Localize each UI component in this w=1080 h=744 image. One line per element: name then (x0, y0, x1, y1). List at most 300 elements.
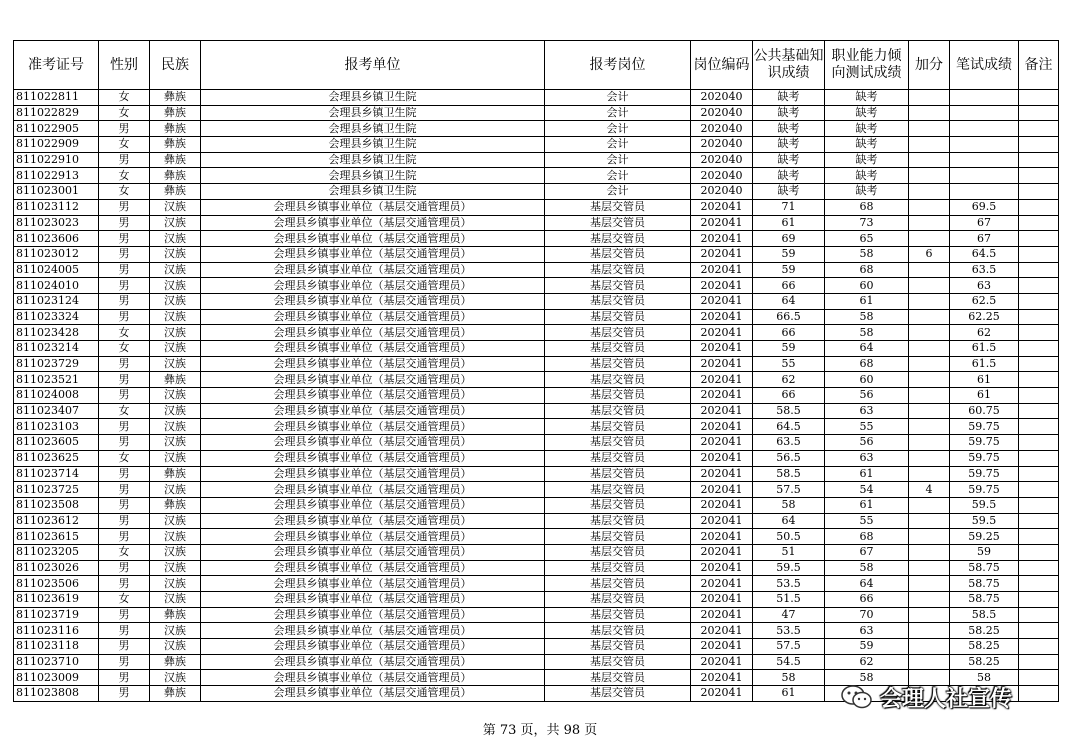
table-cell: 202041 (691, 607, 753, 623)
score-table (13, 40, 1059, 702)
table-cell: 会计 (545, 105, 691, 121)
table-cell (950, 152, 1019, 168)
table-cell: 缺考 (825, 152, 909, 168)
table-cell: 缺考 (825, 121, 909, 137)
table-cell (909, 466, 950, 482)
table-cell: 男 (99, 482, 150, 498)
table-row (14, 90, 1059, 106)
table-cell (909, 309, 950, 325)
table-cell (1019, 293, 1059, 309)
table-cell: 会理县乡镇卫生院 (201, 168, 545, 184)
table-cell: 69 (753, 231, 825, 247)
table-cell: 会计 (545, 137, 691, 153)
table-cell: 811023103 (14, 419, 99, 435)
table-cell: 汉族 (150, 419, 201, 435)
table-cell: 女 (99, 184, 150, 200)
table-row (14, 544, 1059, 560)
table-row (14, 199, 1059, 215)
table-cell (1019, 513, 1059, 529)
table-cell: 58.25 (950, 623, 1019, 639)
table-row (14, 137, 1059, 153)
table-cell: 202041 (691, 435, 753, 451)
table-cell: 811023009 (14, 670, 99, 686)
table-cell: 彝族 (150, 372, 201, 388)
table-cell: 811023428 (14, 325, 99, 341)
table-cell: 汉族 (150, 623, 201, 639)
table-row (14, 231, 1059, 247)
table-cell: 66 (753, 278, 825, 294)
table-cell: 811023023 (14, 215, 99, 231)
table-cell: 63 (950, 278, 1019, 294)
column-header: 报考单位 (201, 41, 545, 90)
table-cell: 57.5 (753, 482, 825, 498)
table-cell: 男 (99, 529, 150, 545)
table-cell: 会理县乡镇卫生院 (201, 152, 545, 168)
table-cell: 会计 (545, 90, 691, 106)
table-cell: 会理县乡镇卫生院 (201, 137, 545, 153)
wechat-icon (840, 683, 874, 711)
table-cell: 缺考 (825, 105, 909, 121)
table-cell: 基层交管员 (545, 623, 691, 639)
table-cell: 彝族 (150, 184, 201, 200)
table-cell (909, 639, 950, 655)
table-cell: 58 (950, 670, 1019, 686)
table-cell: 彝族 (150, 607, 201, 623)
table-cell: 55 (825, 513, 909, 529)
table-cell: 64.5 (753, 419, 825, 435)
table-cell (909, 607, 950, 623)
table-cell: 63 (825, 403, 909, 419)
table-cell: 811023710 (14, 654, 99, 670)
table-cell: 基层交管员 (545, 341, 691, 357)
table-cell: 59.5 (950, 497, 1019, 513)
table-cell (1019, 435, 1059, 451)
table-cell: 202041 (691, 592, 753, 608)
table-cell (909, 341, 950, 357)
table-cell: 202040 (691, 90, 753, 106)
table-cell: 811023606 (14, 231, 99, 247)
table-cell: 男 (99, 121, 150, 137)
table-cell: 男 (99, 466, 150, 482)
table-cell: 基层交管员 (545, 482, 691, 498)
table-cell: 53.5 (753, 623, 825, 639)
table-cell (1019, 231, 1059, 247)
table-cell: 202040 (691, 105, 753, 121)
table-cell: 彝族 (150, 137, 201, 153)
table-cell: 汉族 (150, 560, 201, 576)
table-cell: 汉族 (150, 356, 201, 372)
table-cell: 基层交管员 (545, 450, 691, 466)
table-cell: 会理县乡镇事业单位（基层交通管理员） (201, 388, 545, 404)
table-cell: 811023808 (14, 686, 99, 702)
table-cell: 男 (99, 293, 150, 309)
watermark-text: 会理人社宣传 (880, 686, 1013, 712)
table-cell: 会理县乡镇卫生院 (201, 105, 545, 121)
table-cell: 男 (99, 497, 150, 513)
table-cell: 男 (99, 419, 150, 435)
table-cell: 73 (825, 215, 909, 231)
table-cell: 女 (99, 137, 150, 153)
table-cell: 59.5 (950, 513, 1019, 529)
table-cell: 68 (825, 199, 909, 215)
table-cell: 缺考 (753, 168, 825, 184)
table-cell: 66 (753, 325, 825, 341)
table-cell: 61 (825, 293, 909, 309)
table-cell: 202041 (691, 466, 753, 482)
table-cell (909, 388, 950, 404)
table-cell: 汉族 (150, 513, 201, 529)
table-cell: 811023012 (14, 246, 99, 262)
table-cell: 811023619 (14, 592, 99, 608)
header-row (14, 41, 1059, 90)
table-cell: 会理县乡镇卫生院 (201, 184, 545, 200)
table-cell: 汉族 (150, 262, 201, 278)
column-header: 笔试成绩 (950, 41, 1019, 90)
table-cell (1019, 325, 1059, 341)
table-cell: 202040 (691, 121, 753, 137)
table-cell: 58 (825, 309, 909, 325)
table-row (14, 168, 1059, 184)
table-cell: 基层交管员 (545, 607, 691, 623)
table-cell (909, 560, 950, 576)
table-cell: 基层交管员 (545, 654, 691, 670)
table-cell: 会理县乡镇事业单位（基层交通管理员） (201, 513, 545, 529)
table-cell: 59.75 (950, 466, 1019, 482)
table-cell (909, 623, 950, 639)
table-cell: 811023001 (14, 184, 99, 200)
table-cell: 202041 (691, 450, 753, 466)
table-cell: 汉族 (150, 388, 201, 404)
table-cell (1019, 152, 1059, 168)
table-cell: 47 (753, 607, 825, 623)
table-cell: 基层交管员 (545, 592, 691, 608)
table-cell: 汉族 (150, 231, 201, 247)
table-cell (1019, 262, 1059, 278)
table-cell: 71 (753, 199, 825, 215)
table-cell: 57.5 (753, 639, 825, 655)
table-cell (1019, 105, 1059, 121)
table-cell: 62.5 (950, 293, 1019, 309)
table-cell: 男 (99, 560, 150, 576)
table-cell (1019, 168, 1059, 184)
page-footer: 第 73 页，共 98 页 (482, 723, 598, 738)
table-cell (1019, 121, 1059, 137)
table-cell: 男 (99, 388, 150, 404)
table-cell (1019, 576, 1059, 592)
table-cell: 202041 (691, 497, 753, 513)
table-cell: 会理县乡镇事业单位（基层交通管理员） (201, 544, 545, 560)
table-cell: 会理县乡镇事业单位（基层交通管理员） (201, 482, 545, 498)
table-cell: 彝族 (150, 497, 201, 513)
table-cell: 男 (99, 199, 150, 215)
table-cell (1019, 137, 1059, 153)
table-cell: 811023214 (14, 341, 99, 357)
column-header: 准考证号 (14, 41, 99, 90)
table-cell: 811023324 (14, 309, 99, 325)
table-cell: 会理县乡镇事业单位（基层交通管理员） (201, 372, 545, 388)
table-row (14, 639, 1059, 655)
table-cell: 基层交管员 (545, 215, 691, 231)
table-cell (909, 152, 950, 168)
table-cell (950, 168, 1019, 184)
table-cell (909, 544, 950, 560)
table-row (14, 403, 1059, 419)
table-cell (1019, 639, 1059, 655)
table-cell: 66.5 (753, 309, 825, 325)
table-cell: 61 (825, 466, 909, 482)
table-cell: 811023116 (14, 623, 99, 639)
table-cell: 202041 (691, 513, 753, 529)
table-cell: 202041 (691, 278, 753, 294)
table-cell: 男 (99, 670, 150, 686)
table-cell: 811023714 (14, 466, 99, 482)
table-cell (950, 90, 1019, 106)
column-header: 报考岗位 (545, 41, 691, 90)
table-row (14, 592, 1059, 608)
table-cell: 202041 (691, 231, 753, 247)
table-cell: 61 (950, 372, 1019, 388)
table-cell: 汉族 (150, 450, 201, 466)
table-cell: 811023407 (14, 403, 99, 419)
table-cell (909, 529, 950, 545)
table-cell: 基层交管员 (545, 199, 691, 215)
table-cell: 基层交管员 (545, 278, 691, 294)
table-cell: 男 (99, 372, 150, 388)
table-cell (1019, 184, 1059, 200)
table-cell: 64 (825, 341, 909, 357)
table-cell: 会理县乡镇事业单位（基层交通管理员） (201, 654, 545, 670)
table-cell: 彝族 (150, 168, 201, 184)
table-cell (909, 497, 950, 513)
table-cell: 汉族 (150, 246, 201, 262)
table-cell: 202041 (691, 388, 753, 404)
table-row (14, 623, 1059, 639)
table-cell: 59.5 (753, 560, 825, 576)
table-cell: 汉族 (150, 435, 201, 451)
table-cell: 女 (99, 105, 150, 121)
table-row (14, 325, 1059, 341)
table-cell: 会理县乡镇事业单位（基层交通管理员） (201, 607, 545, 623)
table-cell: 58.75 (950, 560, 1019, 576)
table-cell: 67 (825, 544, 909, 560)
table-cell: 61 (753, 686, 825, 702)
table-cell: 6 (909, 246, 950, 262)
table-cell: 男 (99, 623, 150, 639)
table-cell: 59 (753, 246, 825, 262)
table-cell: 58.25 (950, 639, 1019, 655)
table-cell (1019, 356, 1059, 372)
table-cell: 4 (909, 482, 950, 498)
table-cell: 基层交管员 (545, 513, 691, 529)
table-cell (909, 419, 950, 435)
table-cell: 会理县乡镇事业单位（基层交通管理员） (201, 435, 545, 451)
table-cell: 男 (99, 435, 150, 451)
table-cell: 58.75 (950, 576, 1019, 592)
table-cell: 基层交管员 (545, 403, 691, 419)
table-cell (909, 184, 950, 200)
table-cell: 811023612 (14, 513, 99, 529)
table-cell: 基层交管员 (545, 576, 691, 592)
table-cell: 汉族 (150, 293, 201, 309)
table-cell: 会理县乡镇事业单位（基层交通管理员） (201, 560, 545, 576)
table-cell: 彝族 (150, 466, 201, 482)
table-cell: 202041 (691, 325, 753, 341)
table-cell: 基层交管员 (545, 466, 691, 482)
table-row (14, 341, 1059, 357)
table-cell: 58 (825, 246, 909, 262)
table-cell (909, 215, 950, 231)
table-cell: 会计 (545, 152, 691, 168)
table-cell: 会理县乡镇事业单位（基层交通管理员） (201, 262, 545, 278)
table-cell: 缺考 (753, 152, 825, 168)
table-cell: 会理县乡镇事业单位（基层交通管理员） (201, 529, 545, 545)
table-cell: 会理县乡镇事业单位（基层交通管理员） (201, 231, 545, 247)
table-cell: 缺考 (825, 184, 909, 200)
table-header (14, 41, 1059, 90)
table-cell: 811022910 (14, 152, 99, 168)
watermark (840, 681, 1012, 713)
table-cell: 811024008 (14, 388, 99, 404)
table-cell (1019, 450, 1059, 466)
table-cell: 63 (825, 450, 909, 466)
table-row (14, 262, 1059, 278)
table-cell: 59.25 (950, 529, 1019, 545)
table-cell (909, 105, 950, 121)
table-cell: 202041 (691, 246, 753, 262)
table-cell: 汉族 (150, 215, 201, 231)
table-row (14, 105, 1059, 121)
table-cell: 56 (825, 388, 909, 404)
table-cell: 基层交管员 (545, 639, 691, 655)
table-cell: 61.5 (950, 356, 1019, 372)
table-cell (1019, 199, 1059, 215)
table-row (14, 388, 1059, 404)
table-cell: 202040 (691, 184, 753, 200)
table-cell: 55 (753, 356, 825, 372)
table-cell: 62.25 (950, 309, 1019, 325)
table-cell: 59.75 (950, 450, 1019, 466)
table-row (14, 356, 1059, 372)
table-cell: 基层交管员 (545, 325, 691, 341)
table-cell (909, 168, 950, 184)
table-cell: 缺考 (825, 137, 909, 153)
table-cell (909, 450, 950, 466)
table-cell: 基层交管员 (545, 435, 691, 451)
column-header: 加分 (909, 41, 950, 90)
table-cell: 61.5 (950, 341, 1019, 357)
table-cell: 58 (825, 560, 909, 576)
table-row (14, 184, 1059, 200)
table-cell: 彝族 (150, 121, 201, 137)
table-row (14, 607, 1059, 623)
table-cell: 基层交管员 (545, 262, 691, 278)
table-cell (1019, 497, 1059, 513)
table-cell: 60.75 (950, 403, 1019, 419)
table-cell (950, 137, 1019, 153)
table-cell: 58 (753, 497, 825, 513)
table-cell: 男 (99, 231, 150, 247)
table-cell: 58 (753, 670, 825, 686)
table-cell: 缺考 (825, 90, 909, 106)
table-row (14, 309, 1059, 325)
table-cell: 会理县乡镇事业单位（基层交通管理员） (201, 356, 545, 372)
table-cell: 62 (950, 325, 1019, 341)
table-cell: 会计 (545, 184, 691, 200)
table-cell: 汉族 (150, 670, 201, 686)
table-cell: 56 (825, 435, 909, 451)
table-cell: 基层交管员 (545, 670, 691, 686)
table-cell: 男 (99, 356, 150, 372)
table-row (14, 246, 1059, 262)
table-cell: 202041 (691, 372, 753, 388)
table-cell: 女 (99, 325, 150, 341)
table-cell: 202040 (691, 152, 753, 168)
table-row (14, 419, 1059, 435)
table-cell (909, 576, 950, 592)
table-cell (1019, 215, 1059, 231)
table-cell: 64 (753, 513, 825, 529)
table-cell: 会理县乡镇事业单位（基层交通管理员） (201, 497, 545, 513)
table-cell: 811023729 (14, 356, 99, 372)
table-cell: 59.75 (950, 482, 1019, 498)
table-cell: 58.5 (753, 466, 825, 482)
table-cell: 汉族 (150, 199, 201, 215)
table-cell (909, 356, 950, 372)
table-cell: 56.5 (753, 450, 825, 466)
table-cell: 68 (825, 529, 909, 545)
column-header: 备注 (1019, 41, 1059, 90)
table-row (14, 529, 1059, 545)
table-cell: 202041 (691, 341, 753, 357)
table-cell: 女 (99, 168, 150, 184)
table-cell: 202041 (691, 262, 753, 278)
table-cell (1019, 607, 1059, 623)
table-cell: 会理县乡镇事业单位（基层交通管理员） (201, 450, 545, 466)
table-cell (1019, 670, 1059, 686)
table-cell: 彝族 (150, 686, 201, 702)
table-cell: 68 (825, 356, 909, 372)
table-cell (1019, 560, 1059, 576)
table-cell: 汉族 (150, 341, 201, 357)
table-cell: 51.5 (753, 592, 825, 608)
table-cell: 彝族 (150, 152, 201, 168)
table-row (14, 466, 1059, 482)
table-cell: 会理县乡镇事业单位（基层交通管理员） (201, 466, 545, 482)
column-header: 民族 (150, 41, 201, 90)
table-cell: 会理县乡镇事业单位（基层交通管理员） (201, 670, 545, 686)
table-cell: 60 (825, 372, 909, 388)
table-cell: 811023118 (14, 639, 99, 655)
table-cell: 202041 (691, 419, 753, 435)
table-cell: 62 (825, 654, 909, 670)
table-row (14, 152, 1059, 168)
table-row (14, 372, 1059, 388)
table-cell: 202041 (691, 544, 753, 560)
table-row (14, 654, 1059, 670)
table-row (14, 450, 1059, 466)
table-cell: 202041 (691, 529, 753, 545)
table-cell: 基层交管员 (545, 497, 691, 513)
table-cell: 811022811 (14, 90, 99, 106)
table-cell: 缺考 (753, 105, 825, 121)
table-cell: 58.5 (753, 403, 825, 419)
table-cell: 811023112 (14, 199, 99, 215)
table-cell: 65 (825, 231, 909, 247)
table-cell (1019, 403, 1059, 419)
table-cell (950, 105, 1019, 121)
table-cell: 50.5 (753, 529, 825, 545)
table-cell: 会理县乡镇事业单位（基层交通管理员） (201, 278, 545, 294)
